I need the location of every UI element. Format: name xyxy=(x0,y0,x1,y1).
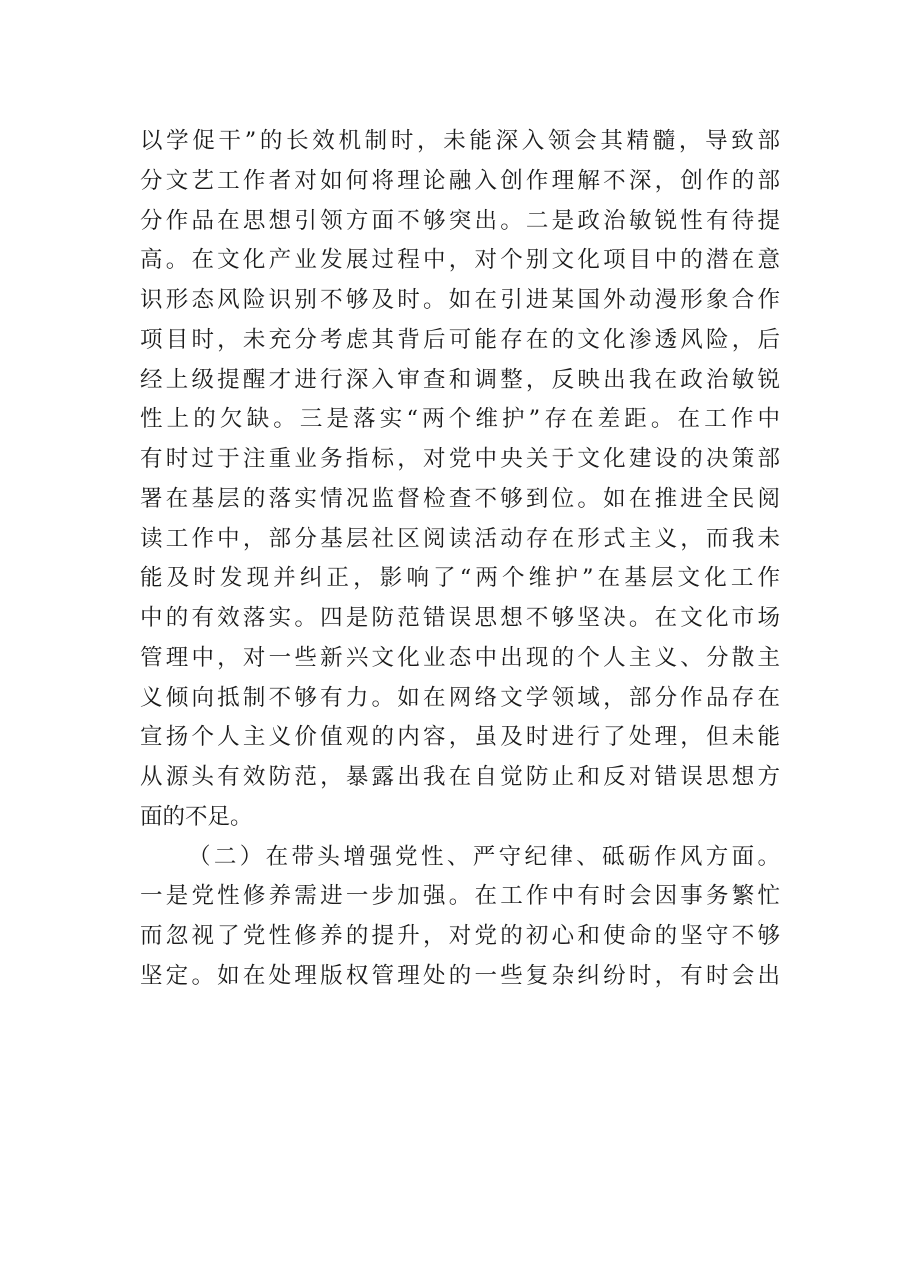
text-line: 义倾向抵制不够有力。如在网络文学领域，部分作品存在 xyxy=(140,684,780,711)
text-line: 而忽视了党性修养的提升，对党的初心和使命的坚守不够 xyxy=(140,923,780,949)
text-line: 经上级提醒才进行深入审查和调整，反映出我在政治敏锐 xyxy=(140,366,780,393)
text-line: 读工作中，部分基层社区阅读活动存在形式主义，而我未 xyxy=(140,525,780,552)
text-line: 面的不足。 xyxy=(140,803,253,830)
text-line: 分作品在思想引领方面不够突出。二是政治敏锐性有待提 xyxy=(140,207,780,234)
text-line: 性上的欠缺。三是落实“两个维护”存在差距。在工作中 xyxy=(140,406,780,433)
text-line: 有时过于注重业务指标，对党中央关于文化建设的决策部 xyxy=(140,446,780,472)
text-line: 一是党性修养需进一步加强。在工作中有时会因事务繁忙 xyxy=(140,883,780,910)
text-line: 管理中，对一些新兴文化业态中出现的个人主义、分散主 xyxy=(140,644,780,671)
text-line: 能及时发现并纠正，影响了“两个维护”在基层文化工作 xyxy=(140,565,780,592)
text-line: 分文艺工作者对如何将理论融入创作理解不深，创作的部 xyxy=(140,167,780,194)
text-line: 从源头有效防范，暴露出我在自觉防止和反对错误思想方 xyxy=(140,764,780,790)
text-line: 项目时，未充分考虑其背后可能存在的文化渗透风险，后 xyxy=(140,326,780,353)
text-line: 以学促干”的长效机制时，未能深入领会其精髓，导致部 xyxy=(140,128,780,154)
document-body xyxy=(140,122,780,997)
text-line: 中的有效落实。四是防范错误思想不够坚决。在文化市场 xyxy=(140,605,780,631)
text-line: 署在基层的落实情况监督检查不够到位。如在推进全民阅 xyxy=(140,485,780,512)
text-line: 宣扬个人主义价值观的内容，虽及时进行了处理，但未能 xyxy=(140,724,780,751)
text-line: 坚定。如在处理版权管理处的一些复杂纠纷时，有时会出 xyxy=(140,962,780,989)
text-line: 高。在文化产业发展过程中，对个别文化项目中的潜在意 xyxy=(140,247,780,274)
text-line: 识形态风险识别不够及时。如在引进某国外动漫形象合作 xyxy=(140,287,780,313)
section-heading-line: （二）在带头增强党性、严守纪律、砥砺作风方面。 xyxy=(188,843,780,870)
